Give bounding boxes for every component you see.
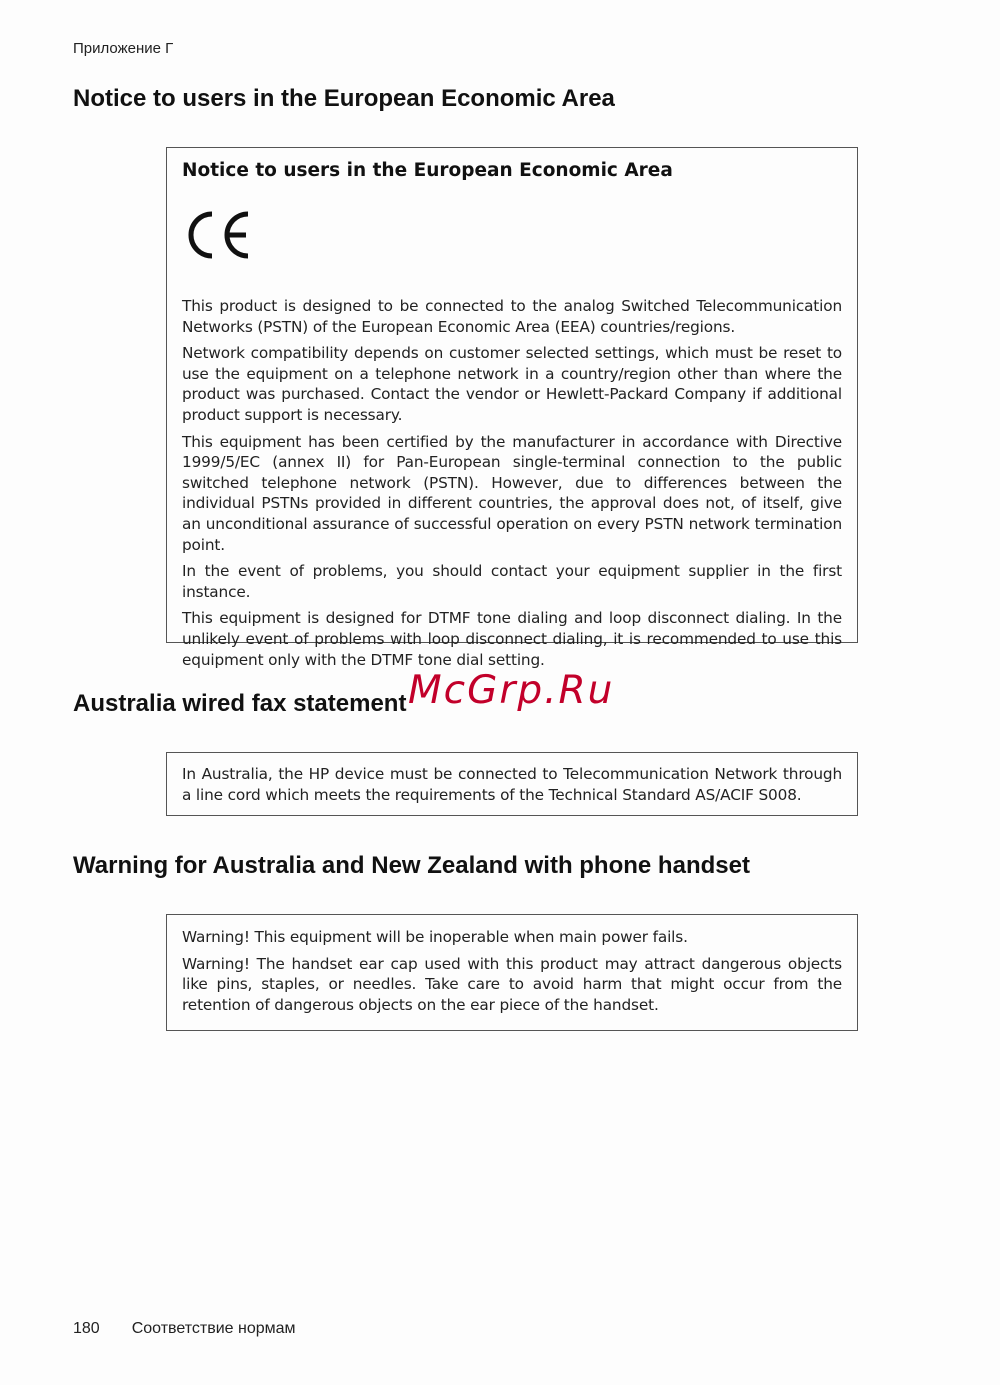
eea-paragraph: This product is designed to be connected to the analog Switched Telecommunication Networks (PSTN) of the European Economic Area (EEA) countries/regions. [182, 297, 842, 336]
watermark: McGrp.Ru [408, 668, 615, 713]
australia-fax-box [166, 752, 858, 816]
anz-warning-paragraph: Warning! The handset ear cap used with this product may attract dangerous objects like pins, staples, or needles. Take care to avoid harm that might occur from the retention of dangerous objects on the ear piece of the handset. [182, 954, 842, 1014]
anz-warning-heading: Warning for Australia and New Zealand with phone handset [73, 852, 750, 879]
page-number: 180 [73, 1320, 100, 1337]
eea-paragraph: In the event of problems, you should contact your equipment supplier in the first instance. [182, 562, 842, 601]
eea-paragraph: Network compatibility depends on customer selected settings, which must be reset to use the equipment on a telephone network in a country/region other than where the product was purchased. Contact the vendor or Hewlett-Packard Company if additional product support is necessary. [182, 344, 842, 424]
page-footer [73, 1320, 296, 1338]
australia-fax-paragraph: In Australia, the HP device must be connected to Telecommunication Network through a line cord which meets the requirements of the Technical Standard AS/ACIF S008. [182, 765, 842, 804]
eea-paragraph: This equipment is designed for DTMF tone dialing and loop disconnect dialing. In the unlikely event of problems with loop disconnect dialing, it is recommended to use this equipment only with the DTMF tone dial setting. [182, 609, 842, 669]
anz-warning-box [166, 914, 858, 1031]
australia-fax-heading: Australia wired fax statement [73, 690, 407, 717]
eea-paragraph: This equipment has been certified by the manufacturer in accordance with Directive 1999/5/EC (annex II) for Pan-European single-terminal connection to the public switched telephone network (PSTN). However, due to differences between the individual PSTNs provided in different countries, the approval does not, of itself, give an unconditional assurance of successful operation on every PSTN network termination point. [182, 432, 842, 554]
eea-notice-box [166, 147, 858, 669]
ce-mark-icon [184, 209, 256, 261]
anz-warning-paragraph: Warning! This equipment will be inoperable when main power fails. [182, 928, 688, 946]
footer-section-name: Соответствие нормам [131, 1320, 296, 1337]
eea-heading: Notice to users in the European Economic Area [73, 85, 615, 112]
running-head: Приложение Г [73, 40, 174, 57]
eea-box-title: Notice to users in the European Economic Area [182, 160, 673, 181]
